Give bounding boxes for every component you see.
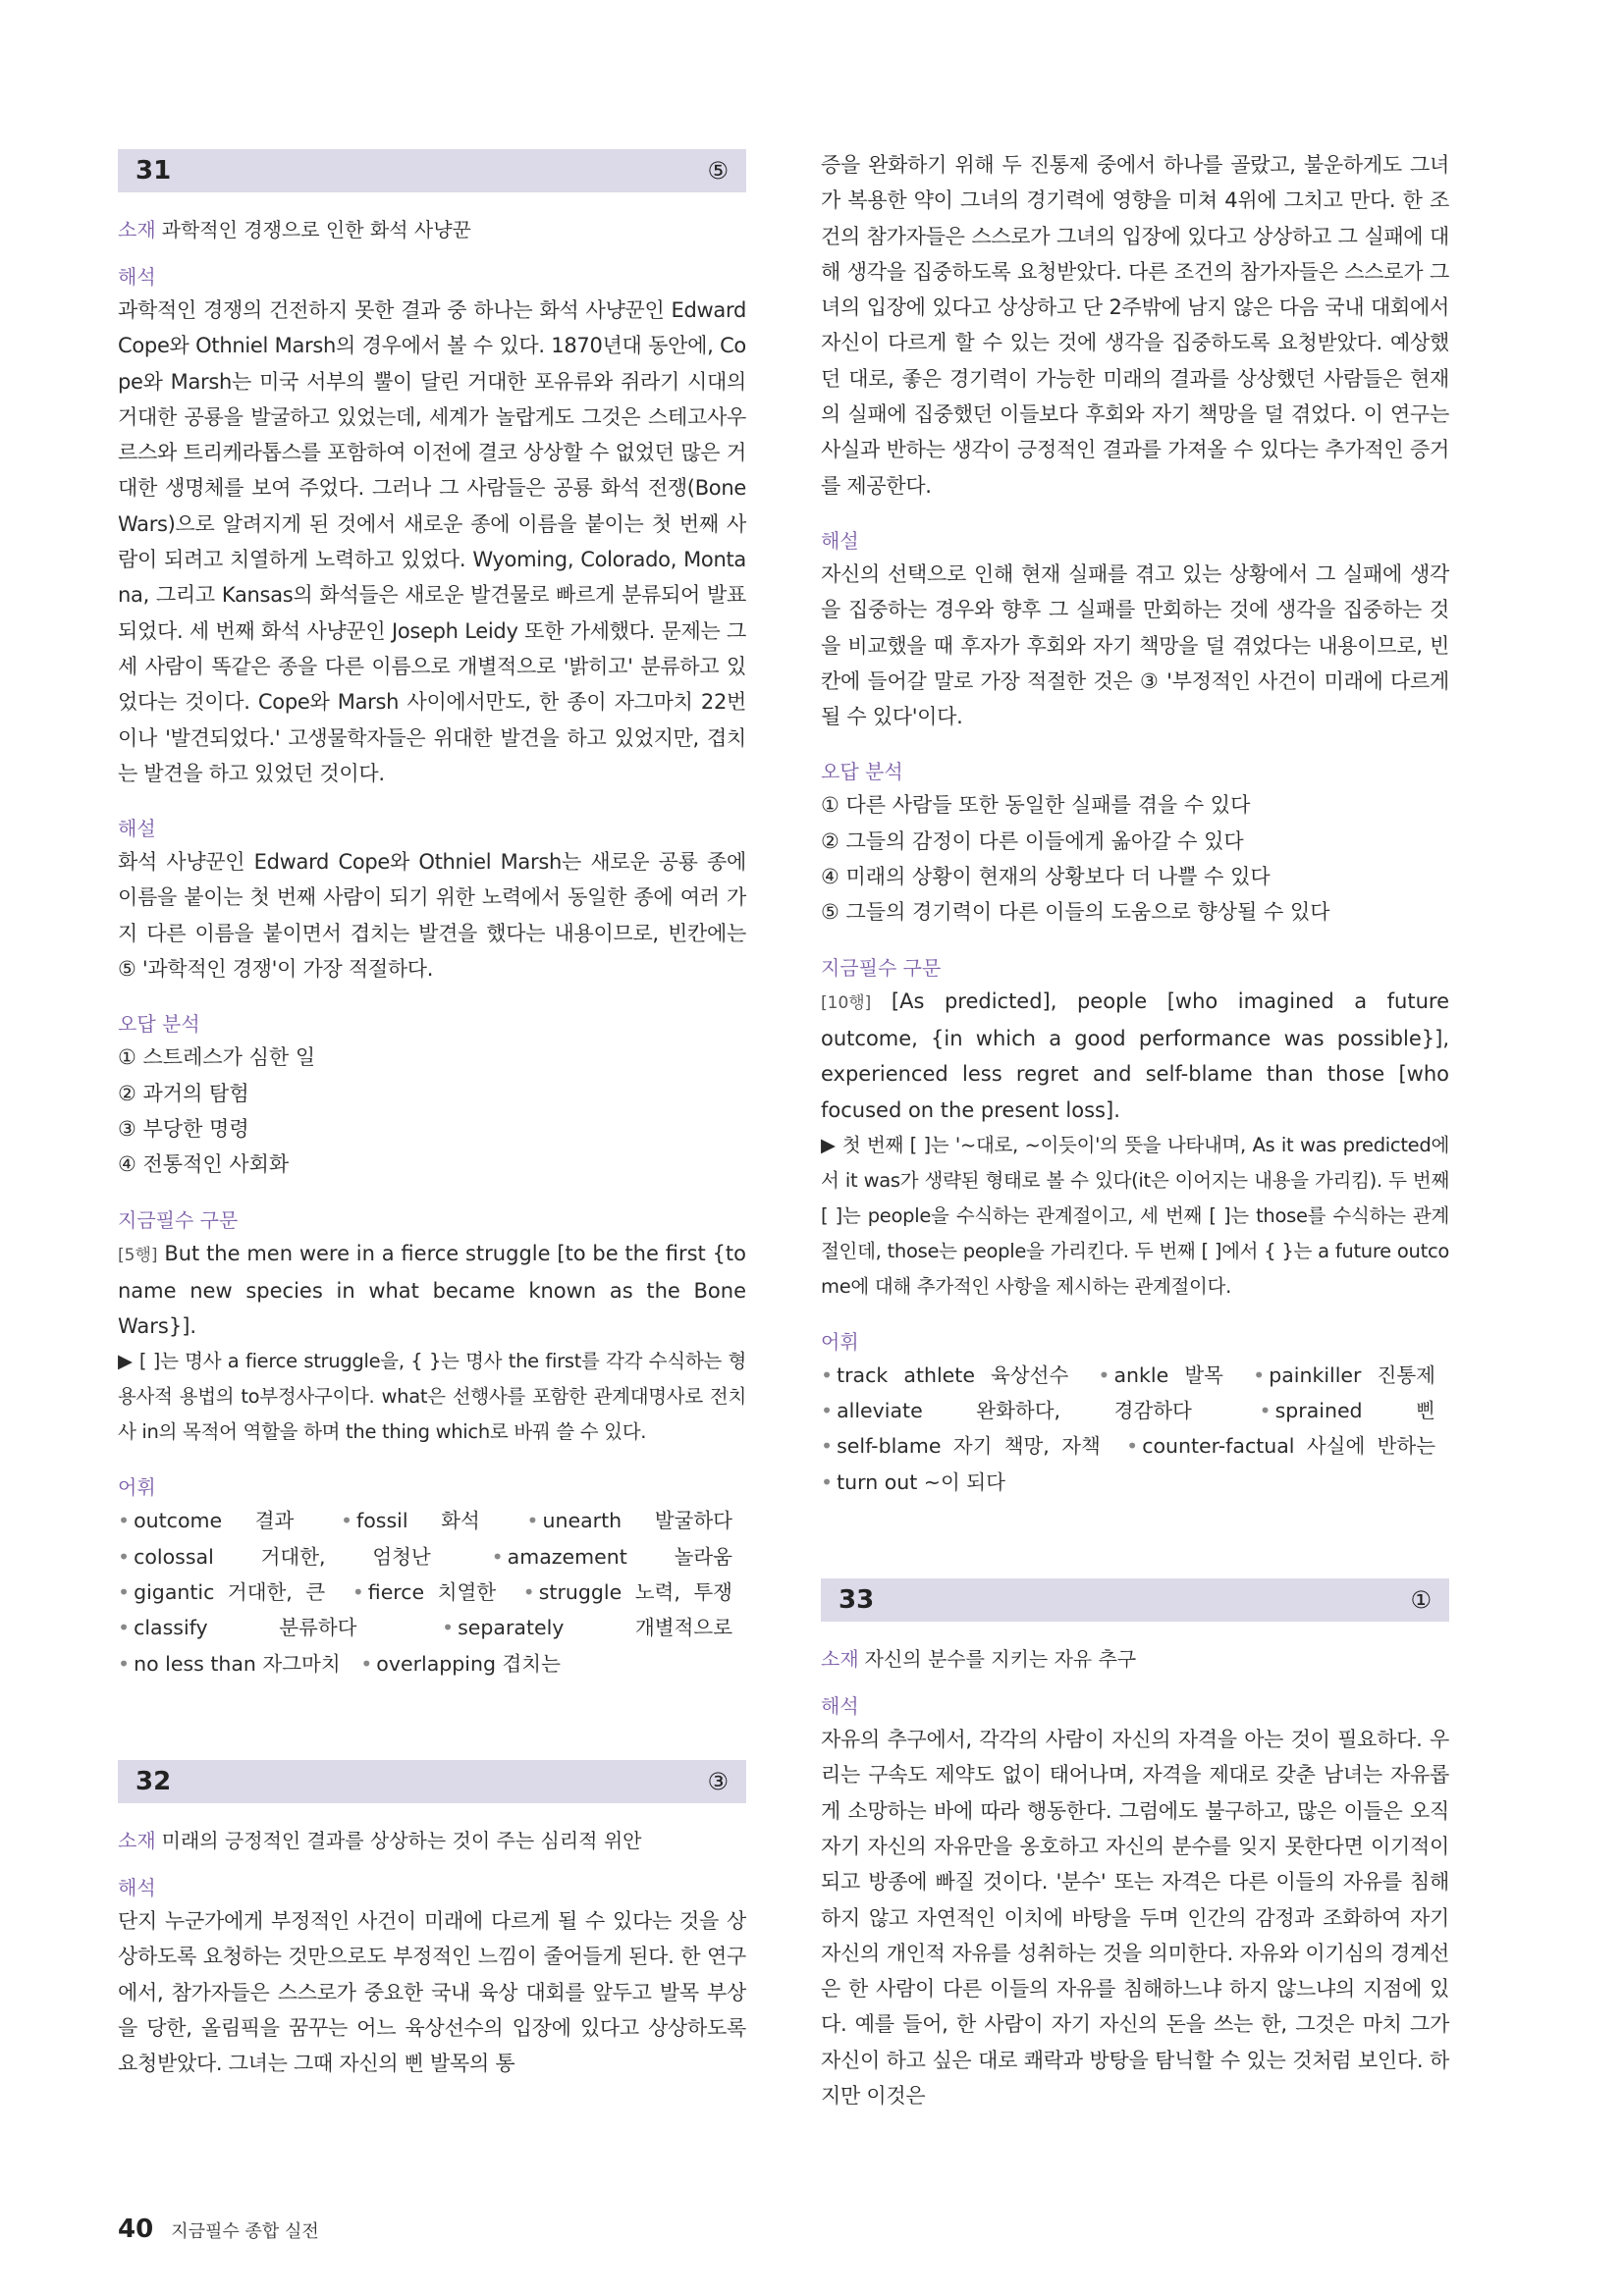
topic-text: 미래의 긍정적인 결과를 상상하는 것이 주는 심리적 위안 (161, 1828, 642, 1852)
translation-text-part2: 증을 완화하기 위해 두 진통제 중에서 하나를 골랐고, 불운하게도 그녀가 복용한 약이 그녀의 경기력에 영향을 미쳐 4위에 그치고 만다. 한 조건의 참가자들은 스스로가 그녀의 입장에 있다고 상상하고 그 실패에 대해 생각을 집중하도록 요청받았다. 다른 조건의 참가자들은 스스로가 그녀의 입장에 있다고 상상하고 단 2주밖에 남지 않은 다음 국내 대회에서 자신이 다르게 할 수 있는 것에 생각을 집중하도록 요청받았다. 예상했던 대로, 좋은 경기력이 가능한 미래의 결과를 상상했던 사람들은 현재의 실패에 집중했던 이들보다 후회와 자기 책망을 덜 겪었다. 이 연구는 사실과 반하는 생각이 긍정적인 결과를 가져올 수 있다는 추가적인 증거를 제공한다. (821, 153, 1449, 498)
topic-label: 소재 (118, 218, 156, 241)
wrong-answer-label: 오답 분석 (821, 760, 903, 784)
wrong-option: ④ 미래의 상황이 현재의 상황보다 더 나쁠 수 있다 (821, 865, 1271, 889)
translation-text: 자유의 추구에서, 각각의 사람이 자신의 자격을 아는 것이 필요하다. 우리는 구속도 제약도 없이 태어나며, 자격을 제대로 갖춘 남녀는 자유롭게 소망하는 바에 따라 행동한다. 그럼에도 불구하고, 많은 이들은 오직 자기 자신의 자유만을 옹호하고 자신의 분수를 잊지 못한다면 이기적이 되고 방종에 빠질 것이다. '분수' 또는 자격은 다른 이들의 자유를 침해하지 않고 자연적인 이치에 바탕을 두며 인간의 감정과 조화하여 자기 자신의 개인적 자유를 성취하는 것을 의미한다. 자유와 이기심의 경계선은 한 사람이 다른 이들의 자유를 침해하느냐 하지 않느냐의 지점에 있다. 예를 들어, 한 사람이 자기 자신의 돈을 쓰는 한, 그것은 마치 그가 자신이 하고 싶은 대로 쾌락과 방탕을 탐닉할 수 있는 것처럼 보인다. 하지만 이것은 (821, 1728, 1449, 2108)
wrong-option: ③ 부당한 명령 (118, 1116, 249, 1141)
right-column (821, 147, 1449, 2113)
question-number: 33 (839, 1585, 875, 1616)
page-footer (118, 2215, 319, 2244)
grammar-sentence (118, 1236, 746, 1345)
wrong-option: ⑤ 그들의 경기력이 다른 이들의 도움으로 향상될 수 있다 (821, 900, 1330, 925)
answer-number: ⑤ (707, 157, 729, 185)
vocab-item: • painkiller 진통제 (1253, 1362, 1435, 1387)
translation-text: 과학적인 경쟁의 건전하지 못한 결과 중 하나는 화석 사냥꾼인 Edward Cope와 Othniel Marsh의 경우에서 볼 수 있다. 1870년대 동안에, Cope와 Marsh는 미국 서부의 뿔이 달린 거대한 포유류와 쥐라기 시대의 거대한 공룡을 발굴하고 있었는데, 세계가 놀랍게도 그것은 스테고사우르스와 트리케라톱스를 포함하여 이전에 결코 상상할 수 없었던 많은 거대한 생명체를 보여 주었다. 그러나 그 사람들은 공룡 화석 전쟁(Bone Wars)으로 알려지게 된 것에서 새로운 종에 이름을 붙이는 첫 번째 사람이 되려고 치열하게 노력하고 있었다. Wyoming, Colorado, Montana, 그리고 Kansas의 화석들은 새로운 발견물로 빠르게 분류되어 발표되었다. 세 번째 화석 사냥꾼인 Joseph Leidy 또한 가세했다. 문제는 그 세 사람이 똑같은 종을 다른 이름으로 개별적으로 '밝히고' 분류하고 있었다는 것이다. Cope와 Marsh 사이에서만도, 한 종이 자그마치 22번이나 '발견되었다.' 고생물학자들은 위대한 발견을 하고 있었지만, 겹치는 발견을 하고 있었던 것이다. (118, 298, 746, 785)
topic-line (118, 212, 746, 247)
vocab-item: • unearth 발굴하다 (526, 1509, 732, 1533)
vocab-label: 어휘 (821, 1329, 859, 1354)
question-number: 32 (135, 1766, 172, 1796)
question-header-31 (118, 149, 746, 192)
topic-text: 과학적인 경쟁으로 인한 화석 사냥꾼 (161, 218, 471, 241)
grammar-sentence-text: [As predicted], people [who imagined a future outcome, {in which a good performance was possible}], experienced less regret and self-blame than those [who focused on the present loss]. (821, 988, 1449, 1122)
grammar-label: 지금필수 구문 (821, 955, 942, 980)
grammar-sentence (821, 984, 1449, 1128)
vocab-item: • separately 개별적으로 (442, 1616, 732, 1640)
question-header-33 (821, 1578, 1449, 1622)
wrong-option: ① 다른 사람들 또한 동일한 실패를 겪을 수 있다 (821, 793, 1251, 818)
question-header-32 (118, 1760, 746, 1803)
vocab-item: • ankle 발목 (1098, 1362, 1223, 1387)
vocab-item: • self-blame 자기 책망, 자책 (821, 1434, 1101, 1459)
answer-number: ③ (707, 1767, 729, 1795)
vocab-item: • turn out ~이 되다 (821, 1469, 1005, 1494)
wrong-option: ② 그들의 감정이 다른 이들에게 옮아갈 수 있다 (821, 828, 1244, 853)
wrong-option: ② 과거의 탐험 (118, 1081, 249, 1105)
vocab-item: • track athlete 육상선수 (821, 1362, 1069, 1387)
book-title: 지금필수 종합 실전 (171, 2221, 319, 2242)
vocab-item: • amazement 놀라움 (491, 1544, 732, 1569)
topic-line (118, 1823, 746, 1858)
explanation-label: 해설 (118, 817, 156, 841)
grammar-note: ▶ 첫 번째 [ ]는 '~대로, ~이듯이'의 뜻을 나타내며, As it was predicted에서 it was가 생략된 형태로 볼 수 있다(it은 이어지는 내용을 가리킴). 두 번째 [ ]는 people을 수식하는 관계절이고, 세 번째 [ ]는 those를 수식하는 관계절인데, those는 people을 가리킨다. 두 번째 [ ]에서 { }는 a future outcome에 대해 추가적인 사항을 제시하는 관계절이다. (821, 1133, 1449, 1298)
grammar-sentence-text: But the men were in a fierce struggle [to be the first {to name new species in what became known as the Bone Wars}]. (118, 1241, 746, 1339)
grammar-label: 지금필수 구문 (118, 1207, 239, 1232)
vocab-item: • outcome 결과 (118, 1509, 295, 1533)
vocab-item: • alleviate 완화하다, 경감하다 (821, 1399, 1192, 1423)
vocab-item: • counter-factual 사실에 반하는 (1126, 1434, 1435, 1459)
wrong-answer-label: 오답 분석 (118, 1012, 200, 1037)
wrong-option: ① 스트레스가 심한 일 (118, 1045, 316, 1070)
vocab-item: • overlapping 겹치는 (360, 1651, 561, 1676)
vocab-item: • no less than 자그마치 (118, 1651, 341, 1676)
answer-number: ① (1410, 1586, 1432, 1615)
grammar-line-tag: [10행] (821, 992, 872, 1013)
explanation-label: 해설 (821, 528, 859, 553)
topic-label: 소재 (118, 1828, 156, 1852)
explanation-text: 자신의 선택으로 인해 현재 실패를 겪고 있는 상황에서 그 실패에 생각을 집중하는 경우와 향후 그 실패를 만회하는 것에 생각을 집중하는 것을 비교했을 때 후자가 후회와 자기 책망을 덜 겪었다는 내용이므로, 빈칸에 들어갈 말로 가장 적절한 것은 ③ '부정적인 사건이 미래에 다르게 될 수 있다'이다. (821, 561, 1449, 729)
explanation-text: 화석 사냥꾼인 Edward Cope와 Othniel Marsh는 새로운 공룡 종에 이름을 붙이는 첫 번째 사람이 되기 위한 노력에서 동일한 종에 여러 가지 다른 이름을 붙이면서 겹치는 발견을 했다는 내용이므로, 빈칸에는 ⑤ '과학적인 경쟁'이 가장 적절하다. (118, 850, 746, 982)
vocab-item: • gigantic 거대한, 큰 (118, 1580, 326, 1605)
vocab-item: • struggle 노력, 투쟁 (522, 1580, 732, 1605)
left-column (118, 149, 746, 2081)
vocab-list (118, 1503, 746, 1681)
translation-label: 해석 (118, 1875, 156, 1899)
translation-label: 해석 (821, 1694, 859, 1719)
grammar-line-tag: [5행] (118, 1245, 158, 1265)
question-number: 31 (135, 156, 172, 186)
topic-text: 자신의 분수를 지키는 자유 추구 (864, 1647, 1137, 1672)
vocab-item: • sprained 삔 (1259, 1399, 1435, 1423)
vocab-list (821, 1358, 1449, 1500)
topic-line (821, 1641, 1449, 1677)
topic-label: 소재 (821, 1647, 859, 1672)
grammar-note: ▶ [ ]는 명사 a fierce struggle을, { }는 명사 the first를 각각 수식하는 형용사적 용법의 to부정사구이다. what은 선행사를 포함한 관계대명사로 전치사 in의 목적어 역할을 하며 the thing which로 바꿔 쓸 수 있다. (118, 1350, 746, 1444)
vocab-item: • fierce 치열한 (352, 1580, 497, 1605)
vocab-item: • colossal 거대한, 엄청난 (118, 1544, 431, 1569)
wrong-option: ④ 전통적인 사회화 (118, 1152, 290, 1177)
page-number: 40 (118, 2215, 154, 2244)
vocab-item: • fossil 화석 (340, 1509, 480, 1533)
translation-label: 해석 (118, 265, 156, 289)
vocab-label: 어휘 (118, 1475, 156, 1500)
vocab-item: • classify 분류하다 (118, 1616, 357, 1640)
translation-text-part1: 단지 누군가에게 부정적인 사건이 미래에 다르게 될 수 있다는 것을 상상하도록 요청하는 것만으로도 부정적인 느낌이 줄어들게 된다. 한 연구에서, 참가자들은 스스로가 중요한 국내 육상 대회를 앞두고 발목 부상을 당한, 올림픽을 꿈꾸는 어느 육상선수의 입장에 있다고 상상하도록 요청받았다. 그녀는 그때 자신의 삔 발목의 통 (118, 1908, 746, 2076)
